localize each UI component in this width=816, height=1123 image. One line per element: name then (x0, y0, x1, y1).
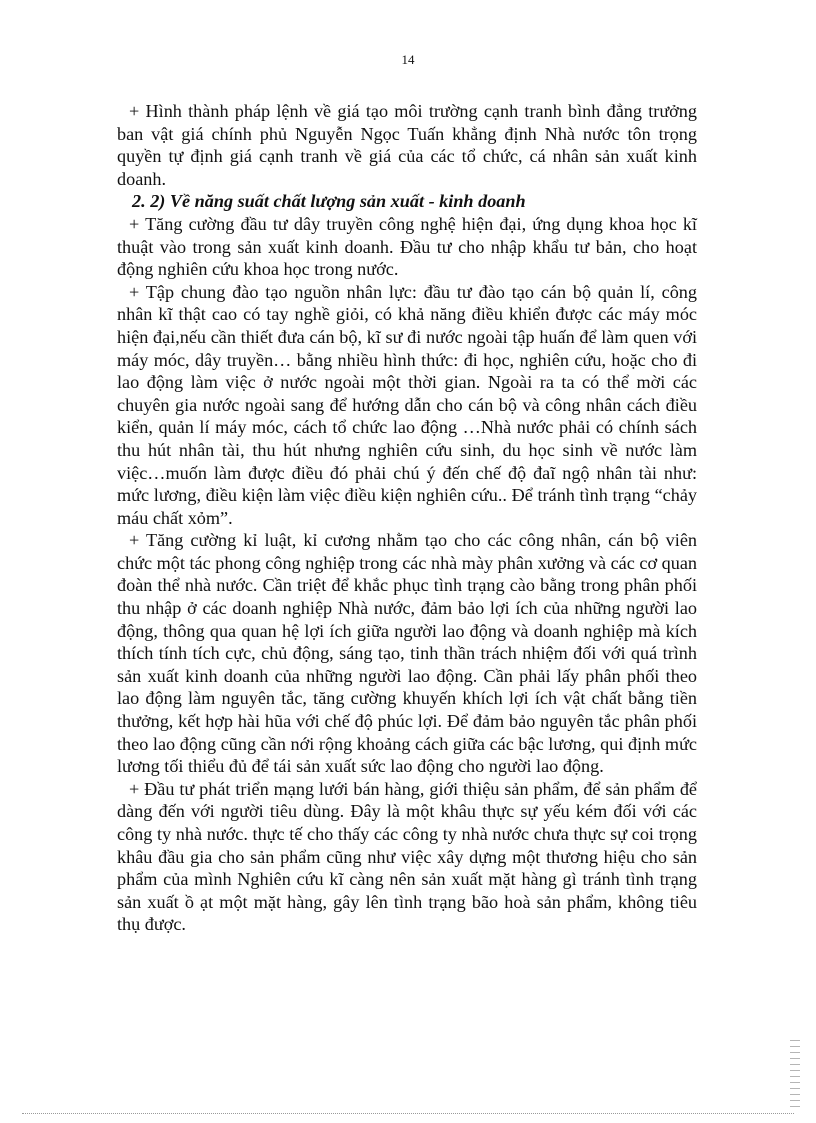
page-number: 14 (401, 52, 415, 67)
page-margin-marks (790, 1040, 800, 1110)
section-heading-productivity-quality: 2. 2) Về năng suất chất lượng sản xuất - kinh doanh (132, 191, 526, 212)
paragraph-discipline-distribution: + Tăng cường kỉ luật, kỉ cương nhằm tạo cho các công nhân, cán bộ viên chức một tác phong công nghiệp trong các nhà mày phân xưởng và các cơ quan đoàn thể nhà nước. Cần triệt để khắc phục tình trạng cào bằng trong phân phối thu nhập ở các doanh nghiệp Nhà nước, đảm bảo lợi ích của những người lao động, thông qua quan hệ lợi ích giữa người lao động và doanh nghiệp mà kích thích tính tích cực, chủ động, sáng tạo, tinh thần trách nhiệm đối với quá trình sản xuất kinh doanh của những người lao động. Cần phải lấy phân phối theo lao động làm nguyên tắc, tăng cường khuyến khích lợi ích vật chất bằng tiền thưởng, kết hợp hài hũa với chế độ phúc lợi. Để đảm bảo nguyên tắc phân phối theo lao động cũng cần nới rộng khoảng cách giữa các bậc lương, qui định mức lương tối thiểu đủ để tái sản xuất sức lao động cho người lao động. (117, 530, 697, 777)
paragraph-sales-network: + Đầu tư phát triển mạng lưới bán hàng, giới thiệu sản phẩm, để sản phẩm để dàng đến với người tiêu dùng. Đây là một khâu thực sự yếu kém đối với các công ty nhà nước. thực tế cho thấy các công ty nhà nước chưa thực sự coi trọng khâu đầu gia cho sản phẩm cũng như việc xây dựng một thương hiệu cho sản phẩm của mình Nghiên cứu kĩ càng nên sản xuất mặt hàng gì tránh tình trạng sản xuất ồ ạt một mặt hàng, gây lên tình trạng bão hoà sản phẩm, không tiêu thụ được. (117, 778, 697, 935)
page-bottom-rule (22, 1113, 794, 1114)
paragraph-price-ordinance: + Hình thành pháp lệnh về giá tạo môi trường cạnh tranh bình đẳng trưởng ban vật giá chính phủ Nguyễn Ngọc Tuấn khẳng định Nhà nước tôn trọng quyền tự định giá cạnh tranh về giá của các tổ chức, cá nhân sản xuất kinh doanh. (117, 101, 697, 189)
document-body (117, 100, 697, 936)
paragraph-technology-investment: + Tăng cường đầu tư dây truyền công nghệ hiện đại, ứng dụng khoa học kĩ thuật vào trong sản xuất kinh doanh. Đầu tư cho nhập khẩu tư bản, cho hoạt động nghiên cứu khoa học trong nước. (117, 213, 697, 280)
paragraph-human-resources: + Tập chung đào tạo nguồn nhân lực: đầu tư đào tạo cán bộ quản lí, công nhân kĩ thật cao có tay nghề giỏi, có khả năng điều khiển được các máy móc hiện đại,nếu cần thiết đưa cán bộ, kĩ sư đi nước ngoài tập huấn để làm quen với máy móc, dây truyền… bằng nhiều hình thức: đi học, nghiên cứu, hoặc cho đi lao động làm việc ở nước ngoài một thời gian. Ngoài ra ta có thể mời các chuyên gia nước ngoài sang để hướng dẫn cho cán bộ và công nhân cách điều kiển, quản lí máy móc, cách tổ chức lao động …Nhà nước phải có chính sách thu hút nhân tài, thu hút nhưng nghiên cứu sinh, du học sinh về nước làm việc…muốn làm được điều đó phải chú ý đến chế độ đaĩ ngộ nhân tài như: mức lương, điều kiện làm việc điều kiện nghiên cứu.. Để tránh tình trạng “chảy máu chất xỏm”. (117, 281, 697, 528)
